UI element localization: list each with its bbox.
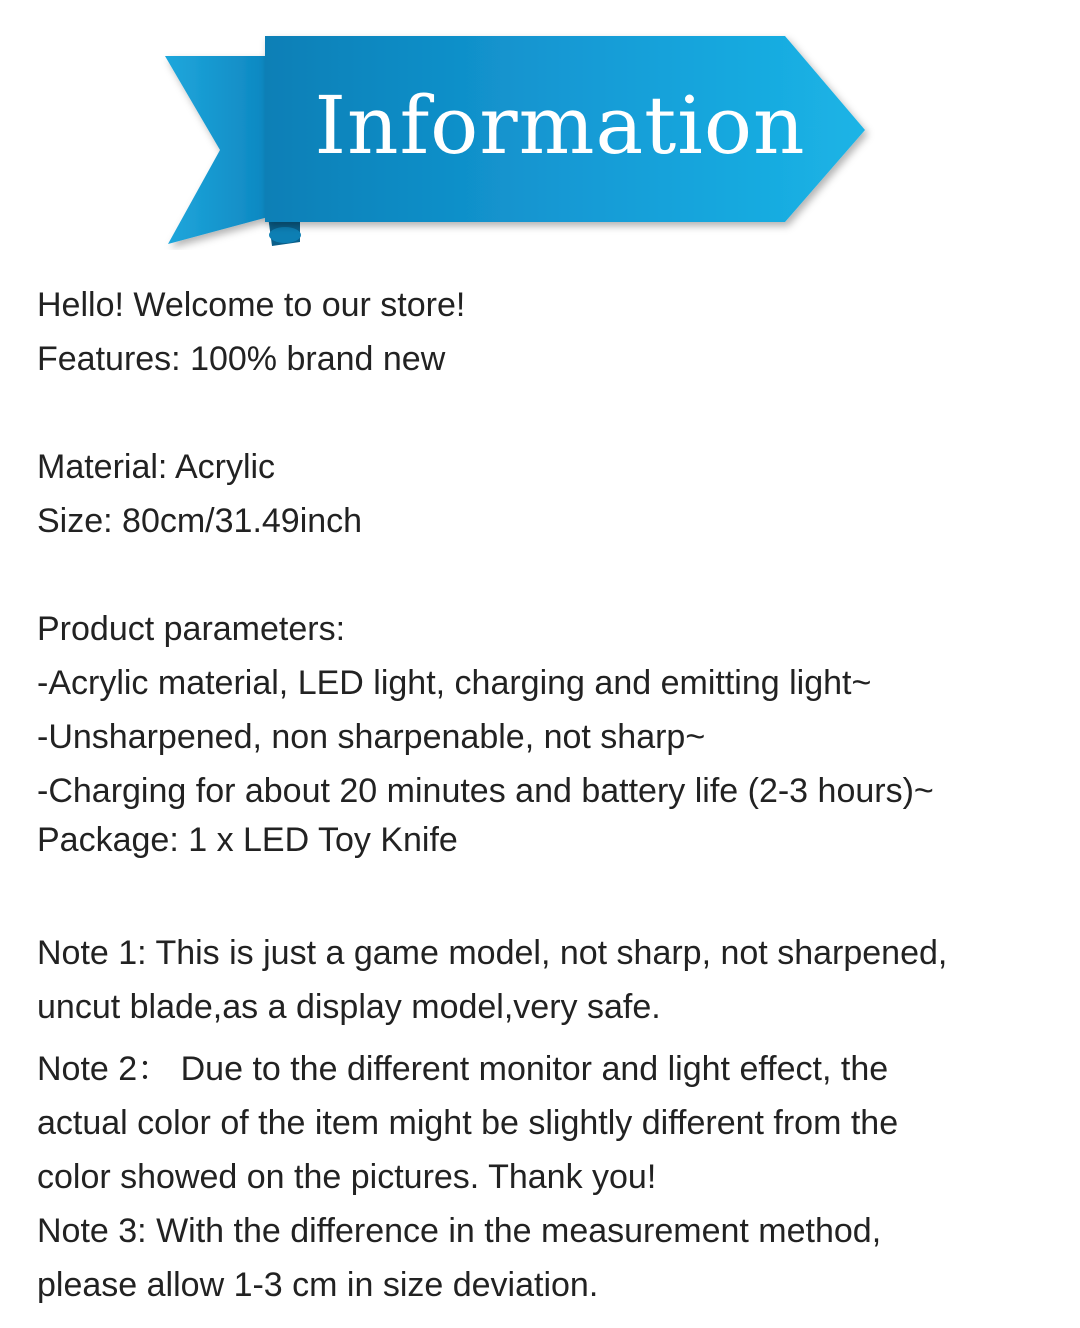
param-line-2: -Unsharpened, non sharpenable, not sharp~ <box>37 718 706 756</box>
note-2-line-2: actual color of the item might be slightly different from the <box>37 1104 899 1142</box>
param-line-1: -Acrylic material, LED light, charging and emitting light~ <box>37 664 872 702</box>
banner-title: Information <box>314 79 806 172</box>
greeting-line: Hello! Welcome to our store! <box>37 286 466 324</box>
material-line: Material: Acrylic <box>37 448 276 486</box>
note-3-line-1: Note 3: With the difference in the measurement method, <box>37 1212 882 1250</box>
params-heading: Product parameters: <box>37 610 346 648</box>
param-line-3: -Charging for about 20 minutes and battery life (2-3 hours)~ <box>37 772 934 810</box>
note-2-line-1: Note 2： Due to the different monitor and light effect, the <box>37 1050 889 1088</box>
size-line: Size: 80cm/31.49inch <box>37 502 363 540</box>
package-line: Package: 1 x LED Toy Knife <box>37 821 458 859</box>
information-banner <box>160 30 880 250</box>
spacer <box>37 860 1047 926</box>
product-description <box>37 278 1047 1312</box>
note-3-line-2: please allow 1-3 cm in size deviation. <box>37 1266 599 1304</box>
spacer <box>37 386 1047 440</box>
note-1-line-1: Note 1: This is just a game model, not sharp, not sharpened, <box>37 934 948 972</box>
note-2-line-3: color showed on the pictures. Thank you! <box>37 1158 657 1196</box>
spacer <box>37 548 1047 602</box>
note-1-line-2: uncut blade,as a display model,very safe. <box>37 988 661 1026</box>
features-line: Features: 100% brand new <box>37 340 446 378</box>
